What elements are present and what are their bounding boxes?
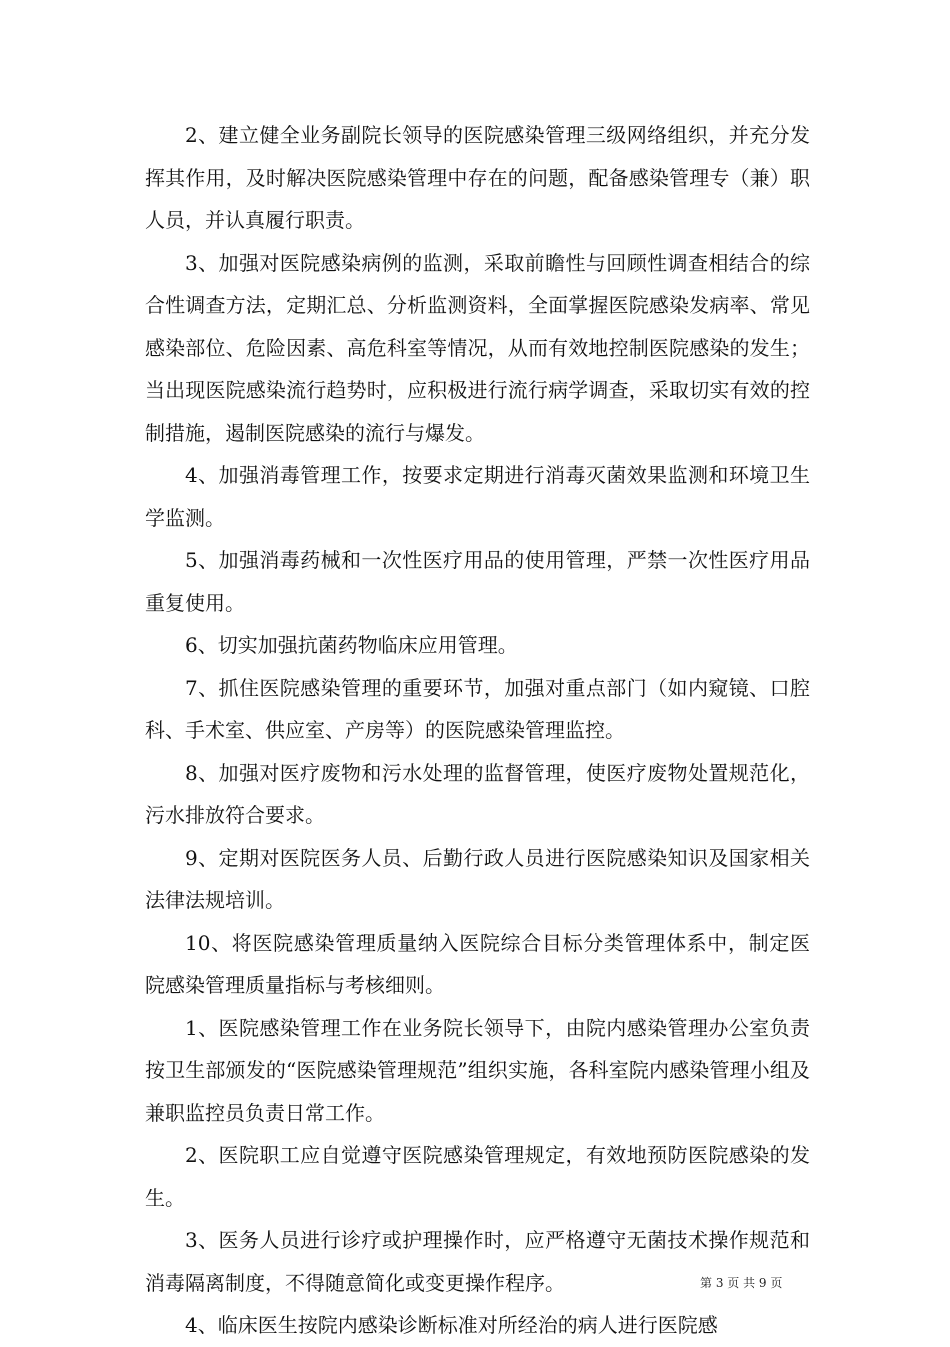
document-body xyxy=(145,114,810,1347)
paragraph: 6、切实加强抗菌药物临床应用管理。 xyxy=(185,633,518,657)
paragraph: 5、加强消毒药械和一次性医疗用品的使用管理，严禁一次性医疗用品重复使用。 xyxy=(145,548,810,615)
paragraph: 4、加强消毒管理工作，按要求定期进行消毒灭菌效果监测和环境卫生学监测。 xyxy=(145,463,810,530)
paragraph: 2、医院职工应自觉遵守医院感染管理规定，有效地预防医院感染的发生。 xyxy=(145,1143,810,1210)
paragraph: 3、医务人员进行诊疗或护理操作时，应严格遵守无菌技术操作规范和消毒隔离制度，不得随意简化或变更操作程序。 xyxy=(145,1228,810,1295)
page-number-footer: 第 3 页 共 9 页 xyxy=(700,1276,783,1290)
paragraph: 9、定期对医院医务人员、后勤行政人员进行医院感染知识及国家相关法律法规培训。 xyxy=(145,845,810,912)
paragraph: 2、建立健全业务副院长领导的医院感染管理三级网络组织，并充分发挥其作用，及时解决医院感染管理中存在的问题，配备感染管理专（兼）职人员，并认真履行职责。 xyxy=(145,123,810,232)
paragraph: 4、临床医生按院内感染诊断标准对所经治的病人进行医院感 xyxy=(185,1313,718,1337)
paragraph: 1、医院感染管理工作在业务院长领导下，由院内感染管理办公室负责按卫生部颁发的“医院感染管理规范”组织实施，各科室院内感染管理小组及兼职监控员负责日常工作。 xyxy=(145,1015,810,1125)
paragraph: 10、将医院感染管理质量纳入医院综合目标分类管理体系中，制定医院感染管理质量指标与考核细则。 xyxy=(145,930,810,997)
paragraph: 3、加强对医院感染病例的监测，采取前瞻性与回顾性调查相结合的综合性调查方法，定期汇总、分析监测资料，全面掌握医院感染发病率、常见感染部位、危险因素、高危科室等情况，从而有效地控制医院感染的发生；当出现医院感染流行趋势时，应积极进行流行病学调查，采取切实有效的控制措施，遏制医院感染的流行与爆发。 xyxy=(145,250,810,445)
paragraph: 8、加强对医疗废物和污水处理的监督管理，使医疗废物处置规范化，污水排放符合要求。 xyxy=(145,760,810,827)
paragraph: 7、抓住医院感染管理的重要环节，加强对重点部门（如内窥镜、口腔科、手术室、供应室、产房等）的医院感染管理监控。 xyxy=(145,675,810,742)
